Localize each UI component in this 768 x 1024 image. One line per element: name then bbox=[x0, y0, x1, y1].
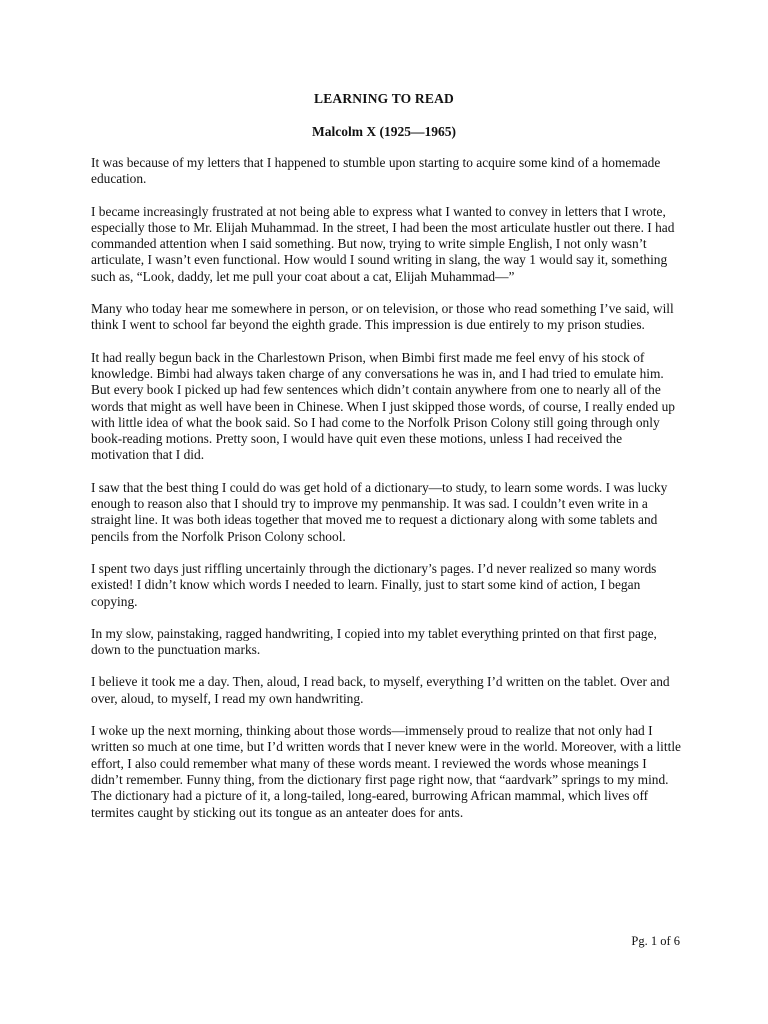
paragraph: It was because of my letters that I happened to stumble upon starting to acquire some kind of a homemade education. bbox=[91, 155, 661, 187]
paragraph: It had really begun back in the Charlestown Prison, when Bimbi first made me feel envy of his stock of knowledge. Bimbi had always taken charge of any conversations he was in, and I had tried to emulate him. But every book I picked up had few sentences which didn’t contain anywhere from one to nearly all of the words that might as well have been in Chinese. When I just skipped those words, of course, I really ended up with little idea of what the book said. So I had come to the Norfolk Prison Colony still going through only book-reading motions. Pretty soon, I would have quit even these motions, unless I had received the motivation that I did. bbox=[91, 349, 675, 463]
document-body bbox=[91, 155, 681, 837]
paragraph: I spent two days just riffling uncertainly through the dictionary’s pages. I’d never realized so many words existed! I didn’t know which words I needed to learn. Finally, just to start some kind of action, I began copying. bbox=[91, 560, 657, 609]
paragraph: Many who today hear me somewhere in person, or on television, or those who read something I’ve said, will think I went to school far beyond the eighth grade. This impression is due entirely to my prison studies. bbox=[91, 301, 674, 333]
document-title: LEARNING TO READ bbox=[314, 91, 454, 106]
page-number: Pg. 1 of 6 bbox=[631, 934, 680, 948]
paragraph: In my slow, painstaking, ragged handwriting, I copied into my tablet everything printed on that first page, down to the punctuation marks. bbox=[91, 625, 657, 658]
author-line: Malcolm X (1925—1965) bbox=[312, 124, 456, 139]
paragraph: I woke up the next morning, thinking about those words—immensely proud to realize that not only had I written so much at one time, but I’d written words that I never knew were in the world. Moreover, with a little effort, I also could remember what many of these words meant. I reviewed the words whose meanings I didn’t remember. Funny thing, from the dictionary first page right now, that “aardvark” springs to my mind. The dictionary had a picture of it, a long-tailed, long-eared, burrowing African mammal, which lives off termites caught by sticking out its tongue as an anteater does for ants. bbox=[91, 723, 681, 820]
paragraph: I believe it took me a day. Then, aloud, I read back, to myself, everything I’d written on the tablet. Over and over, aloud, to myself, I read my own handwriting. bbox=[91, 674, 670, 706]
paragraph: I saw that the best thing I could do was get hold of a dictionary—to study, to learn some words. I was lucky enough to reason also that I should try to improve my penmanship. It was sad. I couldn’t even write in a straight line. It was both ideas together that moved me to request a dictionary along with some tablets and pencils from the Norfolk Prison Colony school. bbox=[91, 479, 668, 544]
paragraph: I became increasingly frustrated at not being able to express what I wanted to convey in letters that I wrote, especially those to Mr. Elijah Muhammad. In the street, I had been the most articulate hustler out there. I had commanded attention when I said something. But now, trying to write simple English, I not only wasn’t articulate, I wasn’t even functional. How would I sound writing in slang, the way 1 would say it, something such as, “Look, daddy, let me pull your coat about a cat, Elijah Muhammad—” bbox=[91, 203, 675, 284]
